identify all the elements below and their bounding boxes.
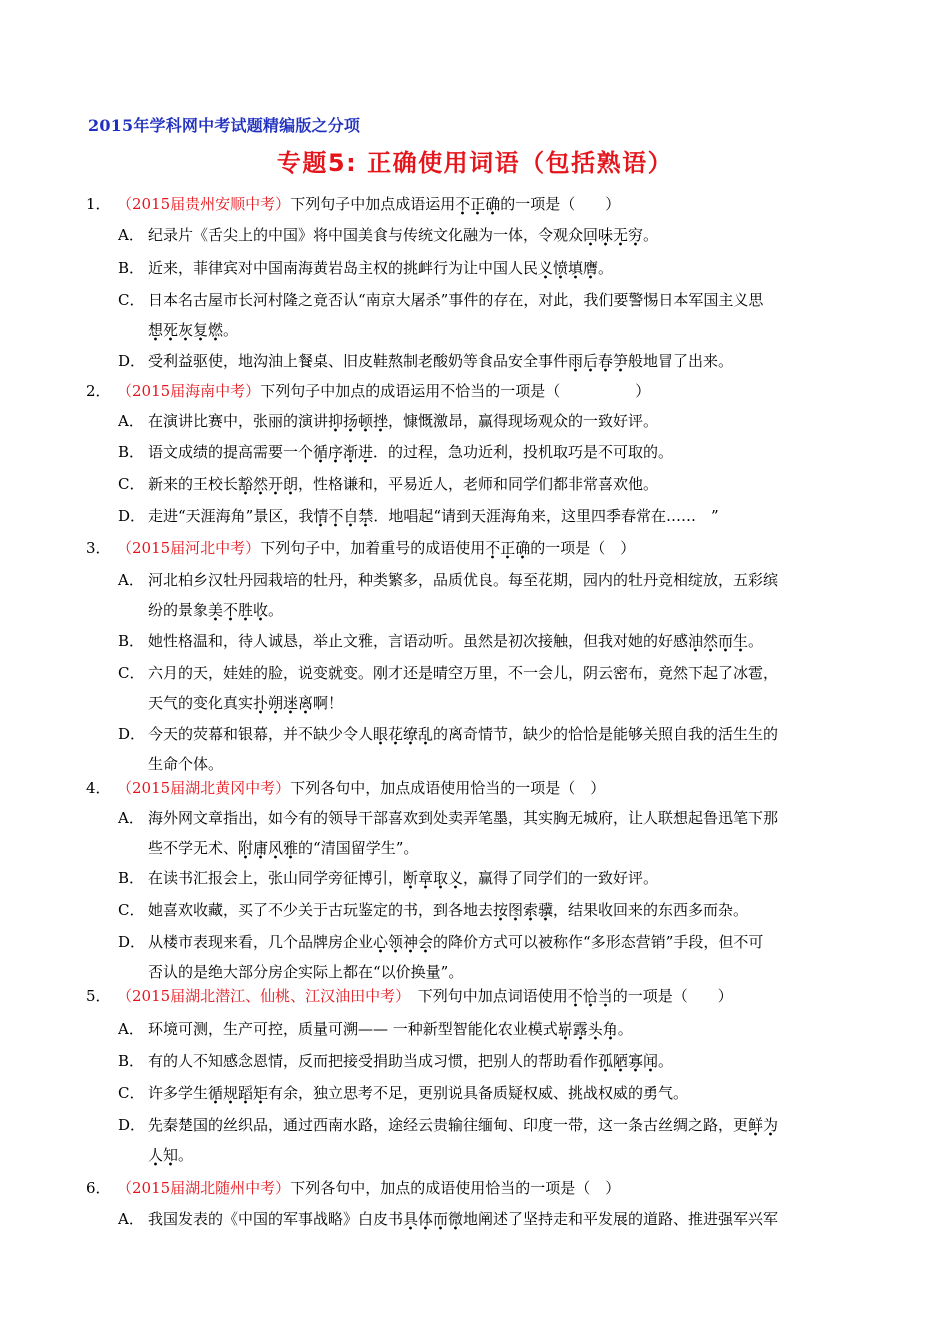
option-5d: D． 先秦楚国的丝织品，通过西南水路，途经云贵输往缅甸、印度一带，这一条古丝绸之路，更鲜为 人知。 <box>118 1110 870 1170</box>
option-6a: A． 我国发表的《中国的军事战略》白皮书具体而微地阐述了坚持走和平发展的道路、推进强军兴军 <box>118 1204 870 1234</box>
option-4c: C． 她喜欢收藏，买了不少关于古玩鉴定的书，到各地去按图索骥，结果收回来的东西多而杂。 <box>118 895 870 925</box>
emphasis-text: 眼花缭乱 <box>373 725 433 746</box>
option-4d: D． 从楼市表现来看，几个品牌房企业心领神会的降价方式可以被称作“多形态营销”手段，但不可 否认的是绝大部分房企实际上都在“以价换量”。 <box>118 933 764 981</box>
question-number: 5． <box>86 987 111 1005</box>
emphasis-text: 不正确 <box>485 539 530 560</box>
question-source: （2015届河北中考） <box>117 539 261 557</box>
question-source: （2015届湖北潜江、仙桃、江汉油田中考） <box>117 987 403 1005</box>
emphasis-text: 按图索骥 <box>493 901 553 922</box>
option-2a: A． 在演讲比赛中，张丽的演讲抑扬顿挫，慷慨激昂，赢得现场观众的一致好评。 <box>118 406 870 436</box>
question-4: 4． （2015届湖北黄冈中考）下列各句中，加点成语使用恰当的一项是（ ） <box>86 779 606 797</box>
emphasis-text: 回味无穷 <box>583 226 643 247</box>
option-2d: D． 走进“天涯海角”景区，我情不自禁．地唱起“请到天涯海角来，这里四季春常在…… ” <box>118 501 870 531</box>
question-number: 4． <box>86 779 111 797</box>
option-5b: B． 有的人不知感念恩情，反而把接受捐助当成习惯，把别人的帮助看作孤陋寡闻。 <box>118 1046 870 1076</box>
emphasis-text: 断章取义 <box>403 869 463 890</box>
emphasis-text: 鲜为 <box>748 1116 778 1137</box>
option-1c: C． 日本名古屋市长河村隆之竟否认“南京大屠杀”事件的存在，对此，我们要警惕日本军国主义思 想死灰复燃。 <box>118 285 870 345</box>
question-source: （2015届湖北随州中考） <box>117 1179 291 1197</box>
question-source: （2015届海南中考） <box>117 382 261 400</box>
question-2: 2． （2015届海南中考）下列句子中加点的成语运用不恰当的一项是（ ） <box>86 382 651 400</box>
option-3c: C． 六月的天，娃娃的脸，说变就变。刚才还是晴空万里，不一会儿，阴云密布，竟然下起了冰雹， 天气的变化真实扑朔迷离啊！ <box>118 658 870 718</box>
question-source: （2015届湖北黄冈中考） <box>117 779 291 797</box>
option-3b: B． 她性格温和，待人诚恳，举止文雅，言语动听。虽然是初次接触，但我对她的好感油然而生。 <box>118 626 870 656</box>
emphasis-text: 崭露头角 <box>558 1020 618 1041</box>
document-header: 2015年学科网中考试题精编版之分项 <box>88 116 361 135</box>
emphasis-text: 想死灰复燃 <box>148 321 223 342</box>
option-1d: D． 受利益驱使，地沟油上餐桌、旧皮鞋熬制老酸奶等食品安全事件雨后春笋般地冒了出来。 <box>118 346 870 376</box>
question-number: 1． <box>86 195 111 213</box>
emphasis-text: 油然而生 <box>688 632 748 653</box>
emphasis-text: 具体而微 <box>403 1210 463 1231</box>
option-2c: C． 新来的王校长豁然开朗，性格谦和，平易近人，老师和同学们都非常喜欢他。 <box>118 469 870 499</box>
emphasis-text: 附庸风雅 <box>238 839 298 860</box>
option-3a: A． 河北柏乡汉牡丹园栽培的牡丹，种类繁多，品质优良。每至花期，园内的牡丹竞相绽放，五彩缤 纷的景象美不胜收。 <box>118 565 870 625</box>
emphasis-text: 心领神会 <box>373 933 433 954</box>
question-number: 3． <box>86 539 111 557</box>
option-4a: A． 海外网文章指出，如今有的领导干部喜欢到处卖弄笔墨，其实胸无城府，让人联想起鲁迅笔下那 些不学无术、附庸风雅的“清国留学生”。 <box>118 803 870 863</box>
question-5: 5． （2015届湖北潜江、仙桃、江汉油田中考） 下列句中加点词语使用不恰当的一项是（ ） <box>86 985 733 1007</box>
emphasis-text: 扑朔迷离 <box>253 694 313 715</box>
question-1: 1． （2015届贵州安顺中考）下列句子中加点成语运用不正确的一项是（ ） <box>86 193 620 215</box>
emphasis-text: 雨后春笋 <box>568 352 628 373</box>
question-number: 2． <box>86 382 111 400</box>
question-3: 3． （2015届河北中考）下列句子中，加着重号的成语使用不正确的一项是（ ） <box>86 537 635 559</box>
question-source: （2015届贵州安顺中考） <box>117 195 291 213</box>
option-4b: B． 在读书汇报会上，张山同学旁征博引，断章取义，赢得了同学们的一致好评。 <box>118 863 870 893</box>
option-1a: A． 纪录片《舌尖上的中国》将中国美食与传统文化融为一体，令观众回味无穷。 <box>118 220 870 250</box>
emphasis-text: 人知 <box>148 1146 178 1167</box>
emphasis-text: 豁然开朗 <box>238 475 298 496</box>
option-2b: B． 语文成绩的提高需要一个循序渐进．的过程，急功近利，投机取巧是不可取的。 <box>118 437 870 467</box>
emphasis-text: 循序渐进 <box>313 443 373 464</box>
emphasis-text: 美不胜收 <box>208 601 268 622</box>
option-1b: B． 近来，菲律宾对中国南海黄岩岛主权的挑衅行为让中国人民义愤填膺。 <box>118 253 870 283</box>
option-5c: C． 许多学生循规蹈矩有余，独立思考不足，更别说具备质疑权威、挑战权威的勇气。 <box>118 1078 870 1108</box>
question-6: 6． （2015届湖北随州中考）下列各句中，加点的成语使用恰当的一项是（ ） <box>86 1179 621 1197</box>
option-5a: A． 环境可测，生产可控，质量可溯—— 一种新型智能化农业模式崭露头角。 <box>118 1014 870 1044</box>
emphasis-text: 孤陋寡闻 <box>598 1052 658 1073</box>
emphasis-text: 情不自禁 <box>313 507 373 528</box>
emphasis-text: 义愤填膺 <box>538 259 598 280</box>
option-3d: D． 今天的荧幕和银幕，并不缺少令人眼花缭乱的离奇情节，缺少的恰恰是能够关照自我的活生生的 生命个体。 <box>118 725 779 773</box>
page-title: 专题5: 正确使用词语（包括熟语） <box>276 149 674 177</box>
question-number: 6． <box>86 1179 111 1197</box>
emphasis-text: 不正确 <box>455 195 500 216</box>
emphasis-text: 循规蹈矩 <box>208 1084 268 1105</box>
emphasis-text: 抑扬顿挫 <box>328 412 388 433</box>
emphasis-text: 不恰当 <box>568 987 613 1008</box>
